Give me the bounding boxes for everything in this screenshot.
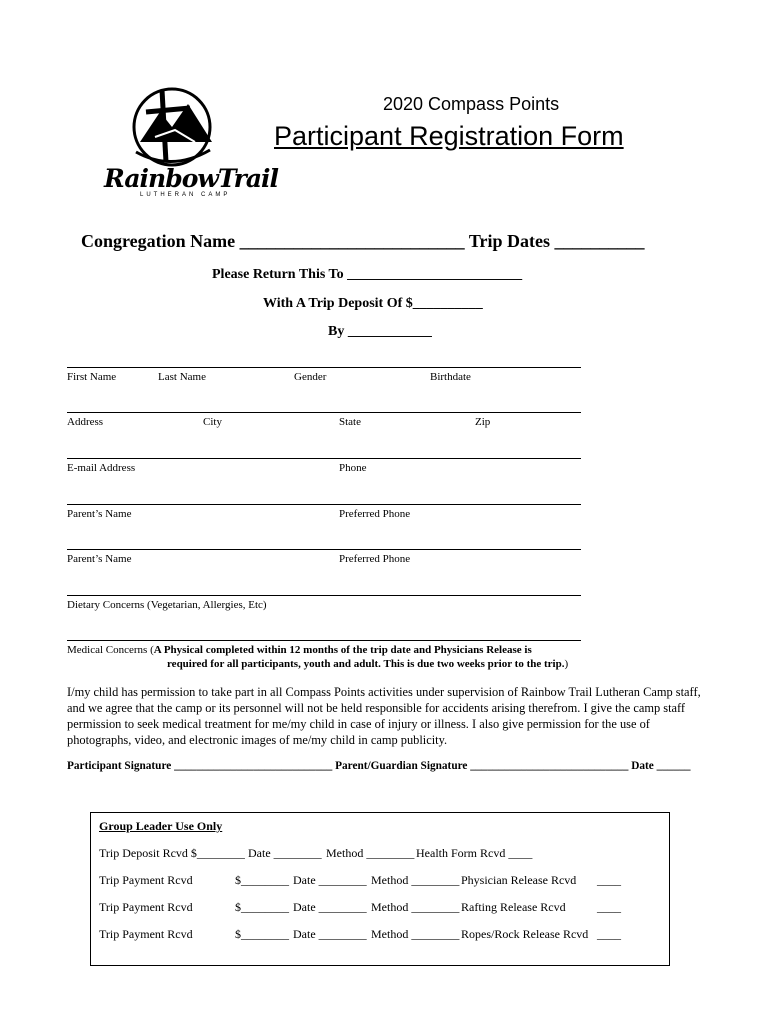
deposit-line: With A Trip Deposit Of $__________	[263, 296, 483, 311]
form-title: Participant Registration Form	[274, 121, 624, 151]
field-line[interactable]	[67, 412, 581, 413]
first-name-label: First Name	[67, 371, 117, 383]
field-line[interactable]	[67, 549, 581, 550]
logo-subtext: LUTHERAN CAMP	[140, 192, 231, 198]
by-line: By ____________	[328, 324, 432, 339]
logo-wordmark: RainbowTrail	[104, 164, 279, 193]
parent-name-label: Parent’s Name	[67, 553, 132, 565]
phone-label: Phone	[339, 462, 367, 474]
email-label: E-mail Address	[67, 462, 136, 474]
city-label: City	[203, 416, 222, 428]
zip-label: Zip	[475, 416, 491, 428]
gender-label: Gender	[294, 371, 327, 383]
field-line[interactable]	[67, 504, 581, 505]
medical-concerns-note: required for all participants, youth and adult. This is due two weeks prior to the trip.)	[167, 658, 569, 670]
return-to-line: Please Return This To _________________________	[212, 267, 523, 282]
field-line[interactable]	[67, 595, 581, 596]
congregation-line: Congregation Name _________________________ Trip Dates __________	[81, 231, 645, 251]
parent-name-label: Parent’s Name	[67, 508, 132, 520]
last-name-label: Last Name	[158, 371, 206, 383]
address-label: Address	[67, 416, 104, 428]
field-line[interactable]	[67, 640, 581, 641]
preferred-phone-label: Preferred Phone	[339, 508, 411, 520]
medical-concerns-label: Medical Concerns (A Physical completed within 12 months of the trip date and Physicians Release is	[67, 644, 532, 656]
state-label: State	[339, 416, 361, 428]
signature-line: Participant Signature ____________________________ Parent/Guardian Signature ____________________________ Date ______	[67, 760, 691, 772]
dietary-concerns-label: Dietary Concerns (Vegetarian, Allergies, Etc)	[67, 599, 267, 611]
field-line[interactable]	[67, 367, 581, 368]
field-line[interactable]	[67, 458, 581, 459]
permission-paragraph: I/my child has permission to take part in all Compass Points activities under supervision of Rainbow Trail Lutheran Camp staff, and we agree that the camp or its personnel will not be held responsible for accidents arising therefrom. I give the camp staff permission to seek medical treatment for me/my child in case of injury or illness. I also give permission for the use of photographs, video, and electronic images of me/my child in camp publicity.	[67, 685, 701, 747]
birthdate-label: Birthdate	[430, 371, 471, 383]
form-subtitle: 2020 Compass Points	[383, 94, 560, 114]
preferred-phone-label: Preferred Phone	[339, 553, 411, 565]
camp-logo	[100, 82, 279, 207]
group-leader-box: Group Leader Use Only Trip Deposit Rcvd $________ Date ________ Method ________ Health Form Rcvd ____ Trip Payment Rcvd $________ Date ________ Method ________ Physician Release Rcvd ____ Trip Payment Rcvd $________ Date ________ Method ________ Rafting Release Rcvd ____ Trip Payment Rcvd $________ Date ________ Method ________ Ropes/Rock Release Rcvd ____	[90, 812, 670, 966]
group-leader-title: Group Leader Use Only	[99, 819, 223, 833]
